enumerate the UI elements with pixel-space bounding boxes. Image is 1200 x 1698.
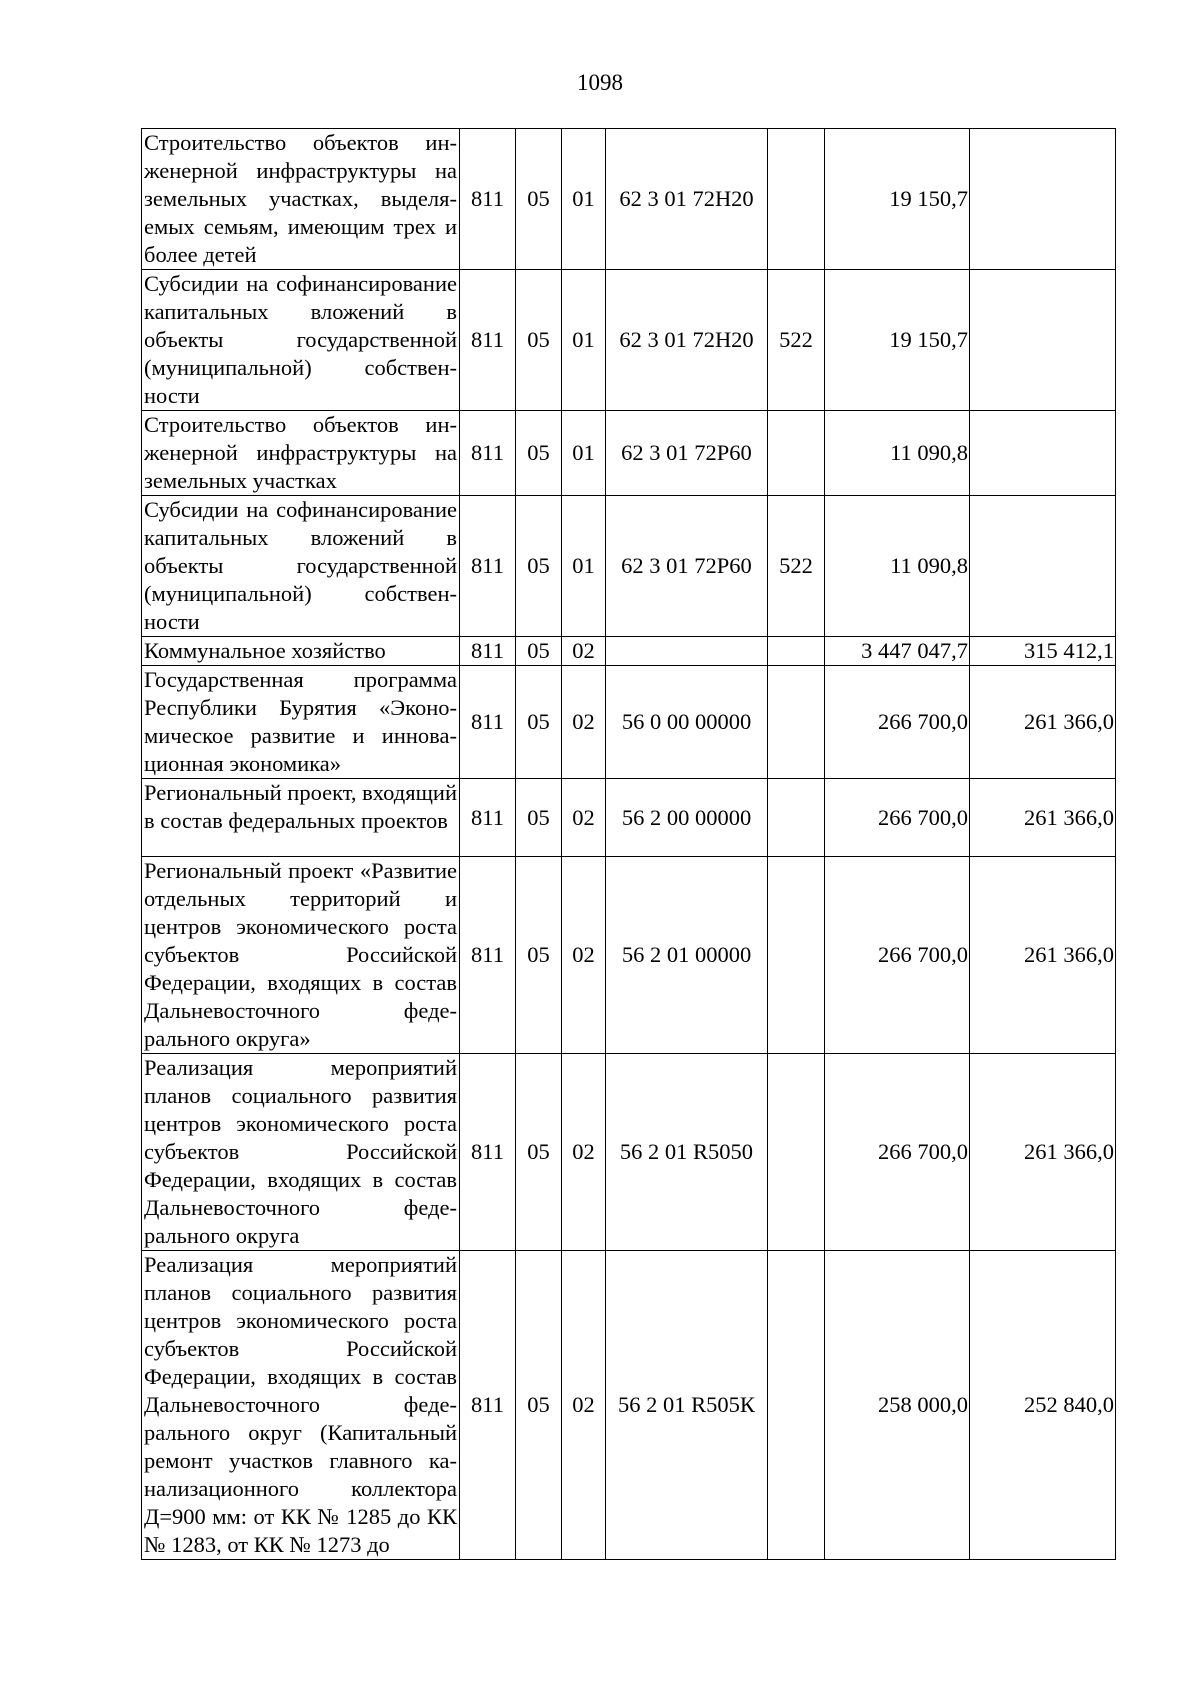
row-expense-type-cell [768, 857, 825, 1054]
row-sum1-cell: 11 090,8 [825, 411, 970, 496]
table-row [142, 1054, 1116, 1251]
row-ved-cell: 811 [460, 129, 516, 270]
row-name-cell: Субсидии на софинансирование капитальных вложений в объекты государственной (муниципальной) собственности [142, 496, 460, 637]
table-row [142, 666, 1116, 779]
row-sum1-cell: 19 150,7 [825, 270, 970, 411]
row-name-cell: Строительство объектов инженерной инфраструктуры на земельных участках [142, 411, 460, 496]
row-subsection-cell: 01 [562, 270, 606, 411]
row-sum1-cell: 266 700,0 [825, 1054, 970, 1251]
table-row [142, 637, 1116, 666]
row-name-cell: Региональный проект «Развитие отдельных территорий и центров экономического роста субъектов Российской Федерации, входящих в состав Дальневосточного федерального округа» [142, 857, 460, 1054]
row-section-cell: 05 [516, 411, 562, 496]
row-section-cell: 05 [516, 270, 562, 411]
row-ved-cell: 811 [460, 637, 516, 666]
row-subsection-cell: 02 [562, 857, 606, 1054]
row-name-cell: Государственная программа Республики Бурятия «Экономическое развитие и инновационная экономика» [142, 666, 460, 779]
row-expense-type-cell: 522 [768, 496, 825, 637]
row-sum1-cell: 19 150,7 [825, 129, 970, 270]
table-row [142, 496, 1116, 637]
row-sum2-cell: 261 366,0 [970, 666, 1116, 779]
row-target-article-cell: 62 3 01 72Н20 [606, 270, 768, 411]
row-ved-cell: 811 [460, 779, 516, 857]
row-name-cell: Региональный проект, входящий в состав федеральных проектов [142, 779, 460, 857]
row-sum1-cell: 3 447 047,7 [825, 637, 970, 666]
row-subsection-cell: 02 [562, 666, 606, 779]
row-section-cell: 05 [516, 666, 562, 779]
row-sum2-cell: 261 366,0 [970, 779, 1116, 857]
budget-table [141, 128, 1116, 1560]
row-target-article-cell: 56 2 01 R5050 [606, 1054, 768, 1251]
row-sum2-cell: 261 366,0 [970, 857, 1116, 1054]
row-name-cell: Коммунальное хозяйство [142, 637, 460, 666]
table-row [142, 270, 1116, 411]
table-row [142, 411, 1116, 496]
row-expense-type-cell [768, 1251, 825, 1560]
table-row [142, 779, 1116, 857]
row-target-article-cell [606, 637, 768, 666]
row-subsection-cell: 01 [562, 411, 606, 496]
row-ved-cell: 811 [460, 496, 516, 637]
row-sum2-cell: 315 412,1 [970, 637, 1116, 666]
row-sum2-cell: 252 840,0 [970, 1251, 1116, 1560]
row-target-article-cell: 62 3 01 72Н20 [606, 129, 768, 270]
row-target-article-cell: 56 2 01 00000 [606, 857, 768, 1054]
row-target-article-cell: 62 3 01 72Р60 [606, 496, 768, 637]
row-ved-cell: 811 [460, 1054, 516, 1251]
row-sum1-cell: 266 700,0 [825, 779, 970, 857]
row-subsection-cell: 02 [562, 637, 606, 666]
row-ved-cell: 811 [460, 1251, 516, 1560]
row-section-cell: 05 [516, 496, 562, 637]
row-name-cell: Реализация мероприятий планов социального развития центров экономического роста субъектов Российской Федерации, входящих в состав Дальневосточного федерального округ (Капитальный ремонт участков главного канализационного коллектора Д=900 мм: от КК № 1285 до КК № 1283, от КК № 1273 до [142, 1251, 460, 1560]
row-section-cell: 05 [516, 1054, 562, 1251]
row-sum2-cell [970, 411, 1116, 496]
row-ved-cell: 811 [460, 411, 516, 496]
table-row [142, 1251, 1116, 1560]
row-name-cell: Строительство объектов инженерной инфраструктуры на земельных участках, выделяемых семьям, имеющим трех и более детей [142, 129, 460, 270]
row-sum1-cell: 11 090,8 [825, 496, 970, 637]
row-sum1-cell: 258 000,0 [825, 1251, 970, 1560]
row-sum1-cell: 266 700,0 [825, 666, 970, 779]
row-sum2-cell [970, 496, 1116, 637]
row-expense-type-cell [768, 637, 825, 666]
table-row [142, 857, 1116, 1054]
row-ved-cell: 811 [460, 666, 516, 779]
table-row [142, 129, 1116, 270]
table-body [142, 129, 1116, 1560]
row-subsection-cell: 02 [562, 1251, 606, 1560]
row-section-cell: 05 [516, 1251, 562, 1560]
row-target-article-cell: 56 2 01 R505К [606, 1251, 768, 1560]
row-expense-type-cell [768, 1054, 825, 1251]
page-number: 1098 [577, 70, 623, 95]
row-ved-cell: 811 [460, 857, 516, 1054]
row-section-cell: 05 [516, 129, 562, 270]
row-sum2-cell: 261 366,0 [970, 1054, 1116, 1251]
row-name-cell: Реализация мероприятий планов социального развития центров экономического роста субъектов Российской Федерации, входящих в состав Дальневосточного федерального округа [142, 1054, 460, 1251]
row-sum2-cell [970, 129, 1116, 270]
row-expense-type-cell [768, 129, 825, 270]
row-name-cell: Субсидии на софинансирование капитальных вложений в объекты государственной (муниципальной) собственности [142, 270, 460, 411]
row-sum2-cell [970, 270, 1116, 411]
row-ved-cell: 811 [460, 270, 516, 411]
row-expense-type-cell [768, 411, 825, 496]
row-target-article-cell: 56 0 00 00000 [606, 666, 768, 779]
row-section-cell: 05 [516, 637, 562, 666]
row-expense-type-cell [768, 779, 825, 857]
row-subsection-cell: 02 [562, 1054, 606, 1251]
row-expense-type-cell [768, 666, 825, 779]
row-target-article-cell: 62 3 01 72Р60 [606, 411, 768, 496]
row-section-cell: 05 [516, 779, 562, 857]
row-sum1-cell: 266 700,0 [825, 857, 970, 1054]
row-section-cell: 05 [516, 857, 562, 1054]
row-subsection-cell: 01 [562, 496, 606, 637]
row-subsection-cell: 01 [562, 129, 606, 270]
row-subsection-cell: 02 [562, 779, 606, 857]
row-expense-type-cell: 522 [768, 270, 825, 411]
row-target-article-cell: 56 2 00 00000 [606, 779, 768, 857]
